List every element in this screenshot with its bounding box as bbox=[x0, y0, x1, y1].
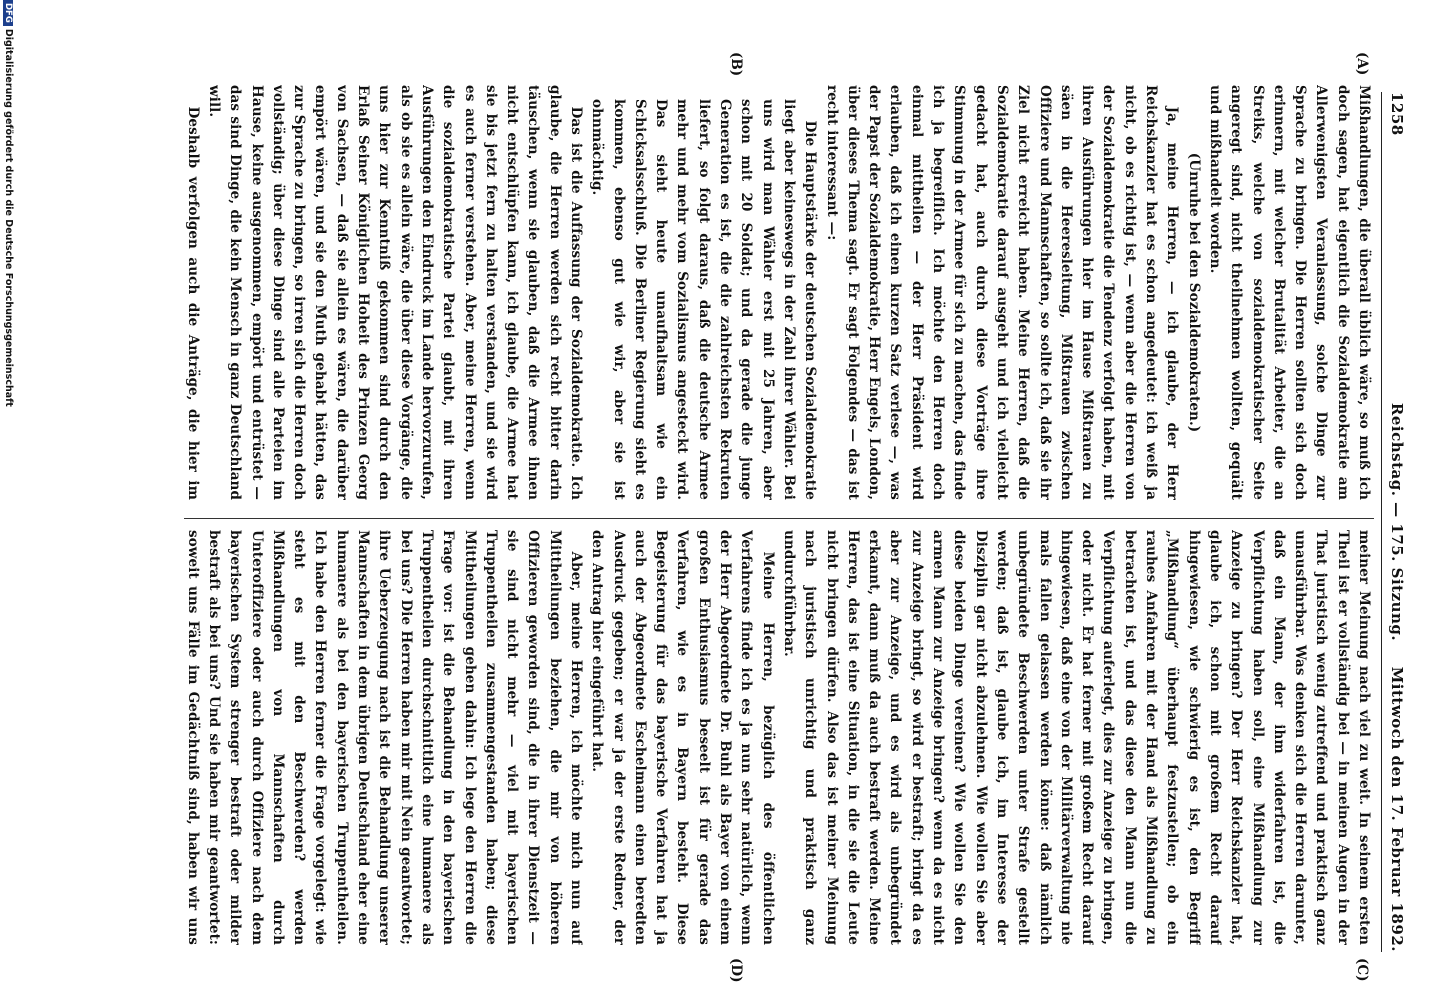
session-title: Reichstag. — 175. Sitzung. bbox=[1388, 402, 1406, 642]
left-column bbox=[184, 85, 1374, 500]
right-paragraph-1: meiner Meinung nach viel zu weit. In seinem ersten Theil ist er vollständig bei — in meinen Augen in der That juristisch wenig zutreffend und praktisch ganz unausführbar. Was denken sich die Herren darunter, daß ein Mann, der ihm widerfahren ist, die Verpflichtung haben soll, eine Mißhandlung zur Anzeige zu bringen? Der Herr Reichskanzler hat, glaube ich, schon mit großem Recht darauf hingewiesen, wie schwierig es ist, den Begriff „Mißhandlung“ überhaupt festzustellen; ob ein rauhes Anfahren mit der Hand als Mißhandlung zu betrachten ist, und das diese den Mann nun die Verpflichtung auferlegt, dies zur Anzeige zu bringen, oder nicht. Er hat ferner mit großem Recht darauf hingewiesen, daß eine von der Militärverwaltung nie mals fallen gelassen werden könne: daß nämlich unbegründete Beschwerden unter Strafe gestellt werden; daß ist, glaube ich, im Interesse der Disziplin gar nicht abzulehnen. Wie wollen Sie aber diese beiden Dinge vereinen? Wie wollen Sie den armen Mann zur Anzeige bringen? wenn da es nicht zur Anzeige bringt, so wird er bestraft; bringt da es aber zur Anzeige, und es wird als unbegründet erkannt, dann muß da auch bestraft werden. Meine Herren, das ist eine Situation, in die sie die Leute nicht bringen dürfen. Also das ist meiner Meinung nach juristisch unrichtig und praktisch ganz undurchführbar. bbox=[780, 530, 1372, 945]
margin-marker-d: (D) bbox=[728, 958, 744, 983]
column-divider bbox=[184, 518, 1374, 519]
digitization-credit: Digitalisierung gefördert durch die Deutsche Forschungsgemeinschaft bbox=[3, 28, 14, 407]
left-paragraph-3: Das ist die Auffassung der Sozialdemokratie. Ich glaube, die Herren werden sich recht bitter darin täuschen, wenn sie glauben, daß die Armee ihnen nicht entschlüpfen kann, ich glaube, die Armee hat sie bis jetzt fern zu halten verstanden, und sie wird es auch ferner verstehen. Aber, meine Herren, wenn die sozialdemokratische Partei glaubt, mit ihren Ausführungen den Eindruck im Lande hervorzurufen, als ob sie es allein wäre, die über diese Vorgänge, die uns hier zur Kenntniß gekommen sind durch den Erlaß Seiner Königlichen Hoheit des Prinzen Georg von Sachsen, — daß sie allein es wären, die darüber empört wären, und sie den Muth gehabt hätten, das zur Sprache zu bringen, so irren sich die Herren doch vollständig; über diese Dinge sind alle Parteien im Hause, keine ausgenommen, empört und entrüstet — das sind Dinge, die kein Mensch in ganz Deutschland will. bbox=[205, 85, 585, 500]
right-paragraph-3: Aber, meine Herren, ich möchte mich nun auf Mittheilungen beziehen, die mir von höheren Offizieren geworden sind, die in ihrer Dienstzeit — sie sind nicht mehr — viel mit bayerischen Truppentheilen zusammengestanden haben; diese Mittheilungen gehen dahin: Ich lege den Herren die Frage vor: ist die Behandlung in den bayerischen Truppentheilen durchschnittlich eine humanere als bei uns? Die Herren haben mir mit Nein geantwortet; ihre Ueberzeugung nach ist die Behandlung unserer Mannschaften in dem übrigen Deutschland eher eine humanere als bei den bayerischen Truppentheilen. Ich habe den Herren ferner die Frage vorgelegt: wie steht es mit den Beschwerden? werden Mißhandlungen von Mannschaften durch Unteroffiziere oder auch durch Offiziere nach dem bayerischen System strenger bestraft oder milder bestraft als bei uns? Und sie haben mir geantwortet: soweit uns Fälle im Gedächtniß sind, haben wir uns bbox=[184, 530, 585, 945]
right-column bbox=[184, 530, 1374, 945]
page-header bbox=[1382, 92, 1412, 952]
left-quotation: Die Hauptstärke der deutschen Sozialdemokratie liegt aber keineswegs in der Zahl ihrer Wähler. Bei uns wird man Wähler erst mit 25 Jahren, aber schon mit 20 Soldat; und da gerade die junge Generation es ist, die die zahlreichsten Rekruten liefert, so folgt daraus, daß die deutsche Armee mehr und mehr vom Sozialismus angesteckt wird. Das sieht heute unaufhaltsam wie ein Schicksalsschluß. Die Berliner Regierung sieht es kommen, ebenso gut wie wir, aber sie ist ohnmächtig. bbox=[589, 99, 819, 500]
page-number: 1258 bbox=[1388, 92, 1406, 136]
header-rule bbox=[1381, 92, 1382, 952]
dfg-logo: DFG bbox=[4, 0, 14, 26]
session-date: Mittwoch den 17. Februar 1892. bbox=[1388, 666, 1406, 952]
right-paragraph-2: Meine Herren, bezüglich des öffentlichen Verfahrens finde ich es ja nun sehr natürlich, wenn der Herr Abgeordnete Dr. Buhl als Bayer von einem großen Enthusiasmus beseelt ist für gerade das Verfahren, wie es in Bayern besteht. Diese Begeisterung für das bayerische Verfahren hat ja auch der Abgeordnete Eschelmann einen beredten Ausdruck gegeben; er war ja der erste Redner, der den Antrag hier eingeführt hat. bbox=[589, 530, 776, 945]
margin-marker-c: (C) bbox=[1354, 958, 1370, 982]
digitization-footer bbox=[0, 0, 14, 1000]
margin-marker-a: (A) bbox=[1354, 52, 1370, 76]
margin-marker-b: (B) bbox=[728, 52, 744, 77]
left-paragraph-2: Ja, meine Herren, — ich glaube, der Herr Reichskanzler hat es schon angedeutet: ich weiß ja nicht, ob es richtig ist, — wenn aber die Herren von der Sozialdemokratie die Tendenz verfolgt haben, mit ihren Ausführungen hier im Hause Mißtrauen zu säen in die Heeresleitung, Mißtrauen zwischen Offiziere und Mannschaften, so sollte ich, daß sie ihr Ziel nicht erreicht haben. Meine Herren, daß die Sozialdemokratie darauf ausgeht und ich vielleicht gedacht hat, auch durch diese Vorträge ihre Stimmung in der Armee für sich zu machen, das finde ich ja begreiflich. Ich möchte den Herren doch einmal mittheilen — der Herr Präsident wird erlauben, daß ich einen kurzen Satz verlese —, was der Papst der Sozialdemokratie, Herr Engels, London, über dieses Thema sagt. Er sagt Folgendes — das ist recht interessant —: bbox=[823, 85, 1181, 500]
left-paragraph-4: Deshalb verfolgen auch die Anträge, die hier im bbox=[184, 106, 201, 500]
left-interjection: (Unruhe bei den Sozialdemokraten.) bbox=[1185, 152, 1202, 433]
left-paragraph-1: Mißhandlungen, die überall üblich wäre, so muß ich doch sagen, hat eigentlich die Sozialdemokratie am Allerwenigsten Veranlassung, solche Dinge zur Sprache zu bringen. Die Herren sollten sich doch erinnern, mit welcher Brutalität Arbeiter, die an Streiks, welche von sozialdemokratischer Seite angeregt sind, nicht theilnehmen wollten, gequält und mißhandelt worden. bbox=[1206, 85, 1372, 500]
